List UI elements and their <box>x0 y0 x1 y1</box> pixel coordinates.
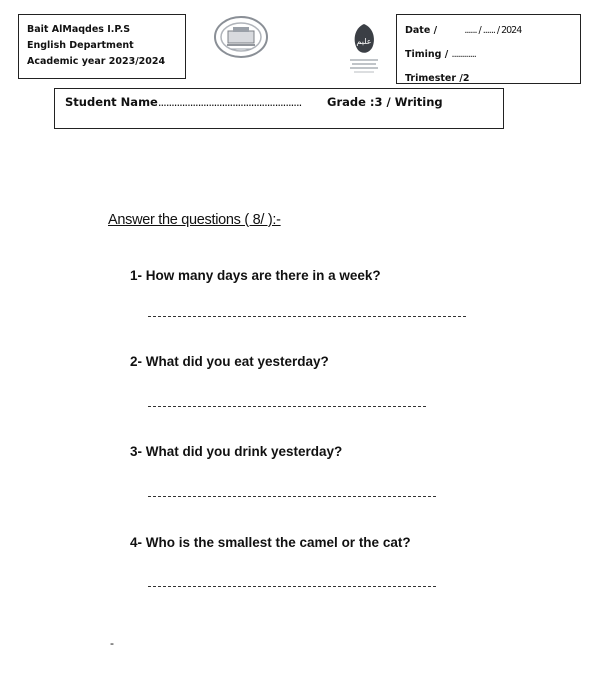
stray-mark: - <box>110 636 114 650</box>
exam-info-box <box>396 14 581 84</box>
date-value: ...... / ...... / 2024 <box>464 25 522 36</box>
date-label: Date / <box>405 25 438 36</box>
timing-label: Timing / <box>405 49 449 60</box>
answer-line-4[interactable] <box>148 586 436 587</box>
timing-row <box>405 43 572 67</box>
logo-arabic-text: عليم <box>356 37 372 46</box>
answer-line-3[interactable] <box>148 496 436 497</box>
instruction-heading: Answer the questions ( 8/ ):- <box>108 212 281 228</box>
question-1: 1- How many days are there in a week? <box>130 268 381 283</box>
school-seal-logo <box>213 14 269 60</box>
school-info-box <box>18 14 186 79</box>
question-3: 3- What did you drink yesterday? <box>130 444 343 459</box>
date-row <box>405 19 572 43</box>
school-name: Bait AlMaqdes I.P.S <box>27 24 131 35</box>
answer-line-1[interactable] <box>148 316 466 317</box>
answer-line-2[interactable] <box>148 406 426 407</box>
ministry-logo <box>344 20 384 78</box>
academic-year: Academic year 2023/2024 <box>27 56 166 67</box>
question-4: 4- Who is the smallest the camel or the cat? <box>130 535 411 550</box>
timing-value: ............ <box>451 49 476 60</box>
question-2: 2- What did you eat yesterday? <box>130 354 329 369</box>
trimester-label: Trimester /2 <box>405 73 470 84</box>
student-name-field[interactable]: ...................................................... <box>157 95 302 109</box>
student-name-label: Student Name <box>65 95 158 109</box>
student-info-box <box>54 88 504 129</box>
grade-label: Grade :3 / Writing <box>327 95 443 109</box>
department-name: English Department <box>27 40 134 51</box>
